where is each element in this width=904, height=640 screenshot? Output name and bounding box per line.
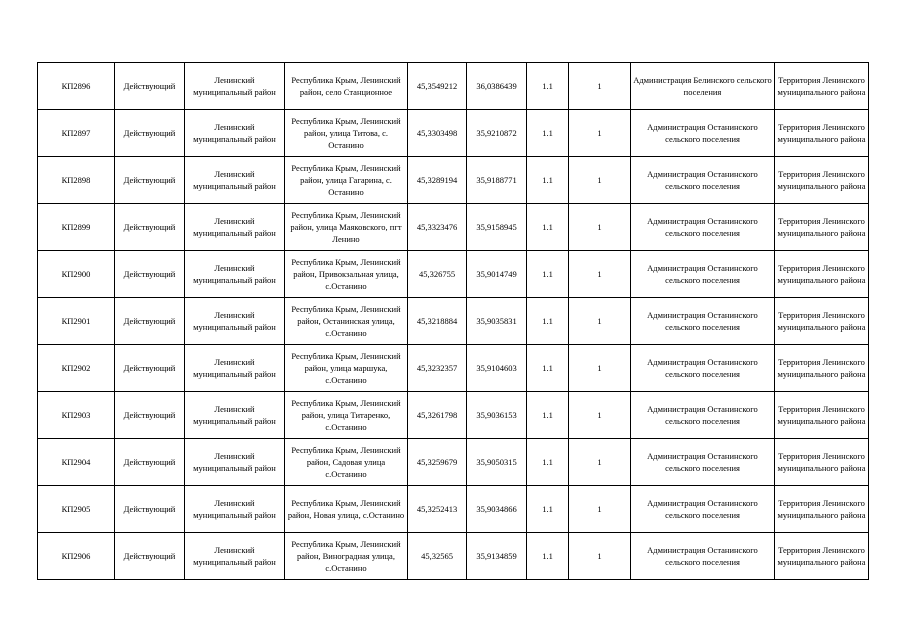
cell-type: 1.1 [527,486,569,533]
cell-district: Ленинский муниципальный район [185,486,285,533]
cell-latitude: 45,3232357 [408,345,467,392]
cell-district: Ленинский муниципальный район [185,110,285,157]
cell-territory: Территория Ленинского муниципального района [775,157,869,204]
cell-type: 1.1 [527,251,569,298]
cell-latitude: 45,3259679 [408,439,467,486]
table-row [38,486,869,533]
cell-id: КП2900 [38,251,115,298]
cell-longitude: 35,9188771 [467,157,527,204]
cell-id: КП2906 [38,533,115,580]
cell-admin: Администрация Останинского сельского поселения [631,110,775,157]
cell-address: Республика Крым, Ленинский район, улица Титаренко, с.Останино [285,392,408,439]
cell-address: Республика Крым, Ленинский район, Привокзальная улица, с.Останино [285,251,408,298]
cell-address: Республика Крым, Ленинский район, улица Маяковского, пгт Ленино [285,204,408,251]
cell-count: 1 [569,204,631,251]
cell-longitude: 35,9134859 [467,533,527,580]
cell-type: 1.1 [527,392,569,439]
cell-count: 1 [569,533,631,580]
cell-type: 1.1 [527,110,569,157]
cell-longitude: 35,9210872 [467,110,527,157]
cell-status: Действующий [115,204,185,251]
cell-longitude: 35,9036153 [467,392,527,439]
cell-admin: Администрация Останинского сельского поселения [631,251,775,298]
cell-status: Действующий [115,439,185,486]
cell-status: Действующий [115,392,185,439]
cell-id: КП2905 [38,486,115,533]
cell-address: Республика Крым, Ленинский район, Останинская улица, с.Останино [285,298,408,345]
cell-count: 1 [569,63,631,110]
cell-id: КП2899 [38,204,115,251]
cell-admin: Администрация Останинского сельского поселения [631,298,775,345]
cell-status: Действующий [115,298,185,345]
registry-table [37,62,869,580]
cell-type: 1.1 [527,204,569,251]
cell-district: Ленинский муниципальный район [185,298,285,345]
cell-id: КП2901 [38,298,115,345]
table-row [38,392,869,439]
cell-territory: Территория Ленинского муниципального района [775,298,869,345]
cell-address: Республика Крым, Ленинский район, Новая улица, с.Останино [285,486,408,533]
cell-address: Республика Крым, Ленинский район, Садовая улица с.Останино [285,439,408,486]
cell-district: Ленинский муниципальный район [185,157,285,204]
cell-territory: Территория Ленинского муниципального района [775,392,869,439]
cell-latitude: 45,3252413 [408,486,467,533]
cell-admin: Администрация Останинского сельского поселения [631,157,775,204]
table-row [38,439,869,486]
table-row [38,345,869,392]
cell-district: Ленинский муниципальный район [185,392,285,439]
registry-table-body [38,63,869,580]
cell-address: Республика Крым, Ленинский район, улица маршука, с.Останино [285,345,408,392]
table-row [38,63,869,110]
cell-admin: Администрация Останинского сельского поселения [631,204,775,251]
cell-type: 1.1 [527,298,569,345]
cell-admin: Администрация Останинского сельского поселения [631,439,775,486]
cell-count: 1 [569,345,631,392]
cell-district: Ленинский муниципальный район [185,251,285,298]
cell-id: КП2903 [38,392,115,439]
cell-territory: Территория Ленинского муниципального района [775,110,869,157]
cell-count: 1 [569,392,631,439]
cell-type: 1.1 [527,63,569,110]
cell-territory: Территория Ленинского муниципального района [775,204,869,251]
table-row [38,110,869,157]
cell-type: 1.1 [527,439,569,486]
cell-count: 1 [569,110,631,157]
cell-admin: Администрация Останинского сельского поселения [631,345,775,392]
cell-type: 1.1 [527,157,569,204]
cell-status: Действующий [115,486,185,533]
cell-status: Действующий [115,63,185,110]
cell-type: 1.1 [527,533,569,580]
cell-longitude: 35,9035831 [467,298,527,345]
cell-territory: Территория Ленинского муниципального района [775,251,869,298]
cell-admin: Администрация Останинского сельского поселения [631,486,775,533]
cell-address: Республика Крым, Ленинский район, улица Титова, с. Останино [285,110,408,157]
cell-district: Ленинский муниципальный район [185,63,285,110]
cell-district: Ленинский муниципальный район [185,345,285,392]
table-row [38,157,869,204]
cell-district: Ленинский муниципальный район [185,533,285,580]
cell-id: КП2897 [38,110,115,157]
cell-count: 1 [569,298,631,345]
cell-admin: Администрация Останинского сельского поселения [631,533,775,580]
cell-territory: Территория Ленинского муниципального района [775,533,869,580]
cell-address: Республика Крым, Ленинский район, улица Гагарина, с. Останино [285,157,408,204]
cell-count: 1 [569,251,631,298]
cell-status: Действующий [115,110,185,157]
cell-district: Ленинский муниципальный район [185,204,285,251]
cell-latitude: 45,3261798 [408,392,467,439]
cell-admin: Администрация Останинского сельского поселения [631,392,775,439]
cell-latitude: 45,3289194 [408,157,467,204]
cell-district: Ленинский муниципальный район [185,439,285,486]
cell-count: 1 [569,157,631,204]
cell-territory: Территория Ленинского муниципального района [775,345,869,392]
cell-longitude: 35,9158945 [467,204,527,251]
cell-longitude: 35,9034866 [467,486,527,533]
cell-status: Действующий [115,533,185,580]
cell-status: Действующий [115,157,185,204]
cell-territory: Территория Ленинского муниципального района [775,439,869,486]
cell-type: 1.1 [527,345,569,392]
cell-longitude: 35,9104603 [467,345,527,392]
cell-count: 1 [569,486,631,533]
table-row [38,251,869,298]
cell-longitude: 35,9014749 [467,251,527,298]
cell-admin: Администрация Белинского сельского поселения [631,63,775,110]
cell-address: Республика Крым, Ленинский район, село Станционное [285,63,408,110]
cell-id: КП2896 [38,63,115,110]
cell-id: КП2898 [38,157,115,204]
cell-status: Действующий [115,251,185,298]
cell-latitude: 45,3218884 [408,298,467,345]
cell-latitude: 45,3323476 [408,204,467,251]
cell-latitude: 45,326755 [408,251,467,298]
cell-territory: Территория Ленинского муниципального района [775,486,869,533]
cell-id: КП2902 [38,345,115,392]
cell-latitude: 45,3303498 [408,110,467,157]
cell-latitude: 45,32565 [408,533,467,580]
cell-count: 1 [569,439,631,486]
table-row [38,533,869,580]
cell-status: Действующий [115,345,185,392]
table-row [38,204,869,251]
cell-longitude: 35,9050315 [467,439,527,486]
table-row [38,298,869,345]
cell-longitude: 36,0386439 [467,63,527,110]
cell-territory: Территория Ленинского муниципального района [775,63,869,110]
cell-address: Республика Крым, Ленинский район, Виноградная улица, с.Останино [285,533,408,580]
cell-id: КП2904 [38,439,115,486]
cell-latitude: 45,3549212 [408,63,467,110]
